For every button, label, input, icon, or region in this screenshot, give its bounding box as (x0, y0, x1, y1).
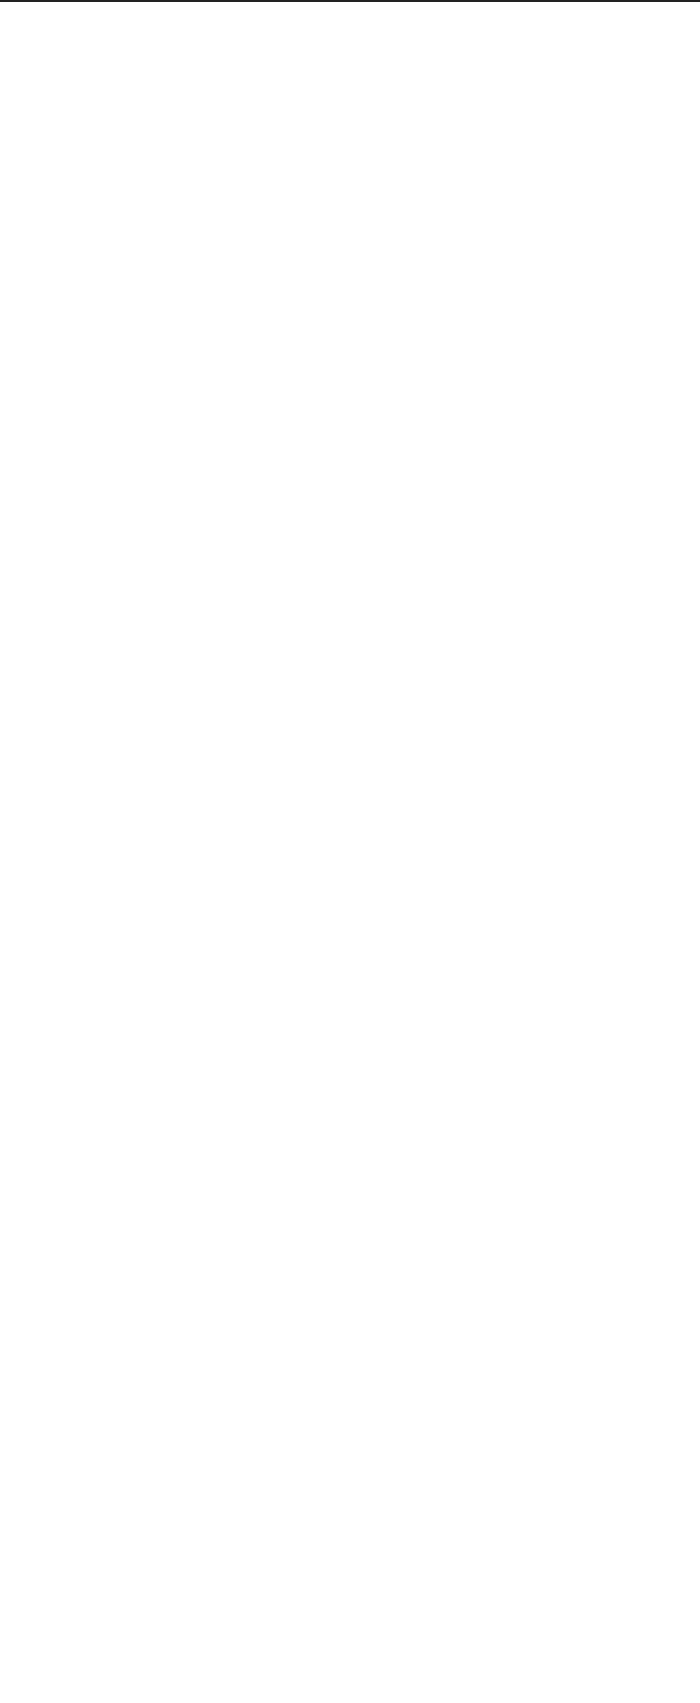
top-rule (0, 0, 700, 2)
